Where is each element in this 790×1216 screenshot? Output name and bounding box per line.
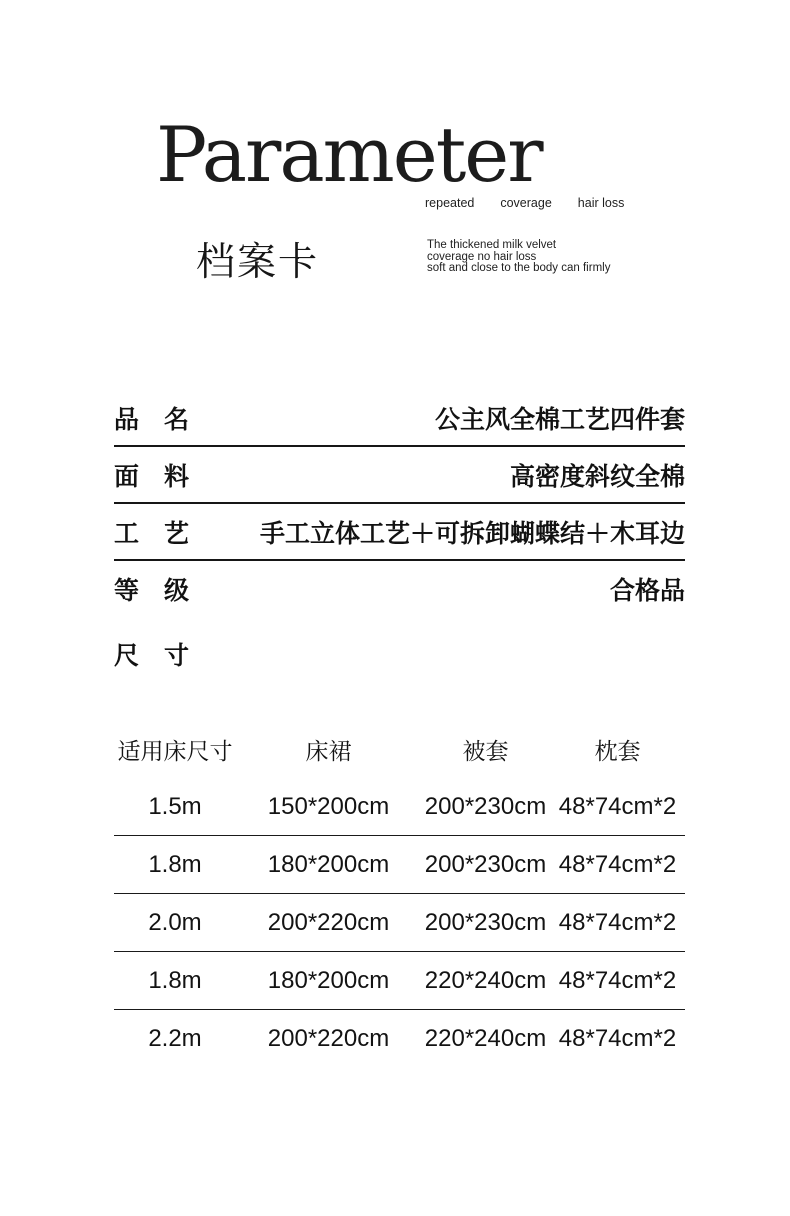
keyword-repeated: repeated (425, 196, 475, 210)
spec-row-fabric (114, 447, 685, 502)
col-header-duvet-cover: 被套 (462, 738, 509, 764)
size-table-row (114, 836, 685, 894)
cell-pillowcase: 48*74cm*2 (558, 908, 677, 936)
spec-label: 面 料 (114, 462, 190, 491)
cell-bed-size: 1.5m (148, 792, 202, 820)
spec-row-size (114, 626, 685, 681)
size-table-row (114, 894, 685, 952)
description-paragraph (427, 240, 610, 275)
cell-duvet-cover: 200*230cm (424, 850, 547, 878)
cell-duvet-cover: 220*240cm (424, 966, 547, 994)
keyword-hair-loss: hair loss (577, 196, 625, 210)
page-title: Parameter (156, 110, 542, 199)
col-header-bed-skirt: 床裙 (305, 738, 352, 764)
description-line: soft and close to the body can firmly (427, 262, 611, 275)
spec-list (114, 390, 685, 681)
cell-pillowcase: 48*74cm*2 (558, 792, 677, 820)
size-table-row (114, 952, 685, 1010)
description-line: The thickened milk velvet (427, 239, 557, 251)
size-table-header-row (114, 721, 685, 778)
cell-bed-skirt: 180*200cm (267, 966, 390, 994)
size-table-row (114, 778, 685, 836)
spec-row-craft (114, 504, 685, 559)
col-header-pillowcase: 枕套 (594, 738, 641, 764)
spec-label: 等 级 (114, 576, 190, 605)
spec-label: 工 艺 (114, 519, 190, 548)
spec-value: 高密度斜纹全棉 (509, 462, 685, 491)
cell-duvet-cover: 220*240cm (424, 1024, 547, 1052)
spec-value: 公主风全棉工艺四件套 (434, 405, 685, 434)
cell-duvet-cover: 200*230cm (424, 908, 547, 936)
cell-bed-size: 1.8m (148, 850, 202, 878)
col-header-bed-size: 适用床尺寸 (117, 738, 233, 764)
keyword-coverage: coverage (500, 196, 552, 210)
cell-bed-skirt: 180*200cm (267, 850, 390, 878)
spec-value: 手工立体工艺＋可拆卸蝴蝶结＋木耳边 (259, 519, 685, 548)
cell-duvet-cover: 200*230cm (424, 792, 547, 820)
cell-bed-skirt: 200*220cm (267, 1024, 390, 1052)
cell-bed-skirt: 200*220cm (267, 908, 390, 936)
spec-value: 合格品 (609, 576, 685, 605)
spec-row-product-name (114, 390, 685, 445)
cell-pillowcase: 48*74cm*2 (558, 1024, 677, 1052)
size-table-row (114, 1010, 685, 1067)
cell-bed-size: 2.2m (148, 1024, 202, 1052)
cell-bed-size: 2.0m (148, 908, 202, 936)
size-table (114, 721, 685, 1067)
keyword-list (425, 196, 624, 210)
card-label-cn: 档案卡 (196, 241, 320, 284)
cell-pillowcase: 48*74cm*2 (558, 966, 677, 994)
cell-bed-skirt: 150*200cm (267, 792, 390, 820)
spec-label: 尺 寸 (114, 641, 190, 670)
spec-label: 品 名 (114, 405, 190, 434)
cell-pillowcase: 48*74cm*2 (558, 850, 677, 878)
cell-bed-size: 1.8m (148, 966, 202, 994)
spec-row-grade (114, 561, 685, 616)
description-line: coverage no hair loss (427, 250, 537, 263)
